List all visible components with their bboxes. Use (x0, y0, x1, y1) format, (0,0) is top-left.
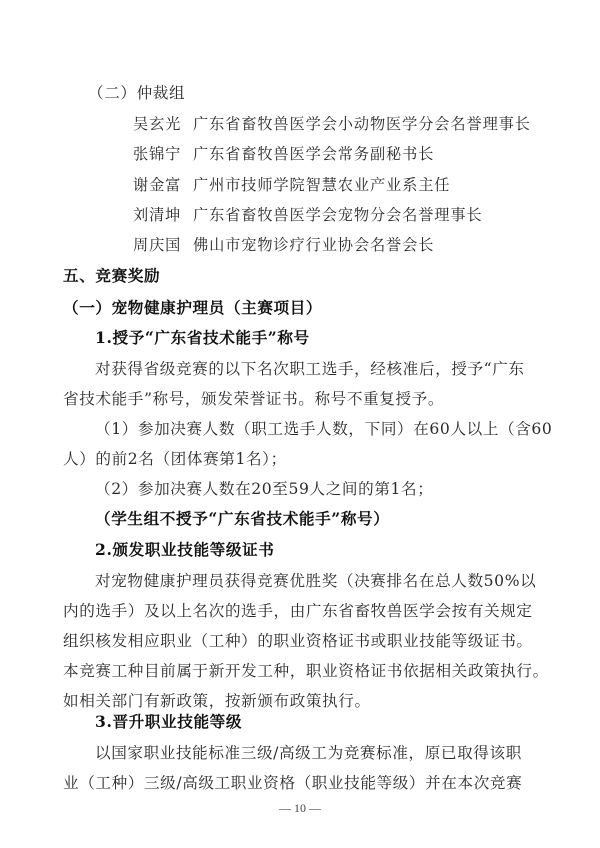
member-role: 广东省畜牧兽医学会小动物医学分会名誉理事长 (193, 115, 531, 133)
item2-paragraph-line: 内的选手）及以上名次的选手，由广东省畜牧兽医学会按有关规定 (63, 602, 533, 620)
member-name: 吴玄光 (133, 115, 182, 133)
item1-condition-line: 人）的前2名（团体赛第1名）； (63, 450, 287, 468)
member-role: 广东省畜牧兽医学会宠物分会名誉理事长 (193, 206, 483, 224)
item2-heading: 2.颁发职业技能等级证书 (95, 540, 275, 559)
section-five-heading: 五、竞赛奖励 (63, 266, 161, 285)
member-name: 张锦宁 (133, 145, 182, 163)
section-two-subheading: （二）仲裁组 (88, 84, 186, 102)
item3-paragraph-line: 以国家职业技能标准三级/高级工为竞赛标准，原已取得该职 (95, 744, 522, 762)
item2-paragraph-line: 本竞赛工种目前属于新开发工种，职业资格证书依据相关政策执行。 (63, 662, 549, 680)
arbitration-member (133, 235, 434, 255)
arbitration-member (133, 144, 434, 164)
item1-condition-line: （2）参加决赛人数在20至59人之间的第1名； (95, 480, 434, 498)
item3-heading: 3.晋升职业技能等级 (95, 712, 243, 731)
member-role: 广东省畜牧兽医学会常务副秘书长 (193, 145, 435, 163)
member-role: 广州市技师学院智慧农业产业系主任 (193, 176, 451, 194)
item1-paragraph-line: 省技术能手”称号，颁发荣誉证书。称号不重复授予。 (63, 390, 445, 408)
item1-note: （学生组不授予“广东省技术能手”称号） (95, 509, 390, 528)
member-role: 佛山市宠物诊疗行业协会名誉会长 (193, 236, 435, 254)
member-name: 周庆国 (133, 236, 182, 254)
item1-paragraph-line: 对获得省级竞赛的以下名次职工选手，经核准后，授予“广东 (95, 360, 525, 378)
item2-paragraph-line: 对宠物健康护理员获得竞赛优胜奖（决赛排名在总人数50%以 (95, 572, 537, 590)
item3-paragraph-line: 业（工种）三级/高级工职业资格（职业技能等级）并在本次竞赛 (63, 774, 523, 792)
item1-condition-line: （1）参加决赛人数（职工选手人数，下同）在60人以上（含60 (95, 420, 553, 438)
page-number: — 10 — (279, 801, 321, 815)
subsection-one-heading: （一）宠物健康护理员（主赛项目） (63, 298, 323, 317)
arbitration-member (133, 114, 531, 134)
arbitration-member (133, 205, 483, 225)
item2-paragraph-line: 如相关部门有新政策，按新颁布政策执行。 (63, 692, 371, 710)
arbitration-member (133, 175, 450, 195)
item2-paragraph-line: 组织核发相应职业（工种）的职业资格证书或职业技能等级证书。 (63, 632, 533, 650)
item1-heading: 1.授予“广东省技术能手”称号 (95, 328, 310, 347)
member-name: 谢金富 (133, 176, 182, 194)
member-name: 刘清坤 (133, 206, 182, 224)
